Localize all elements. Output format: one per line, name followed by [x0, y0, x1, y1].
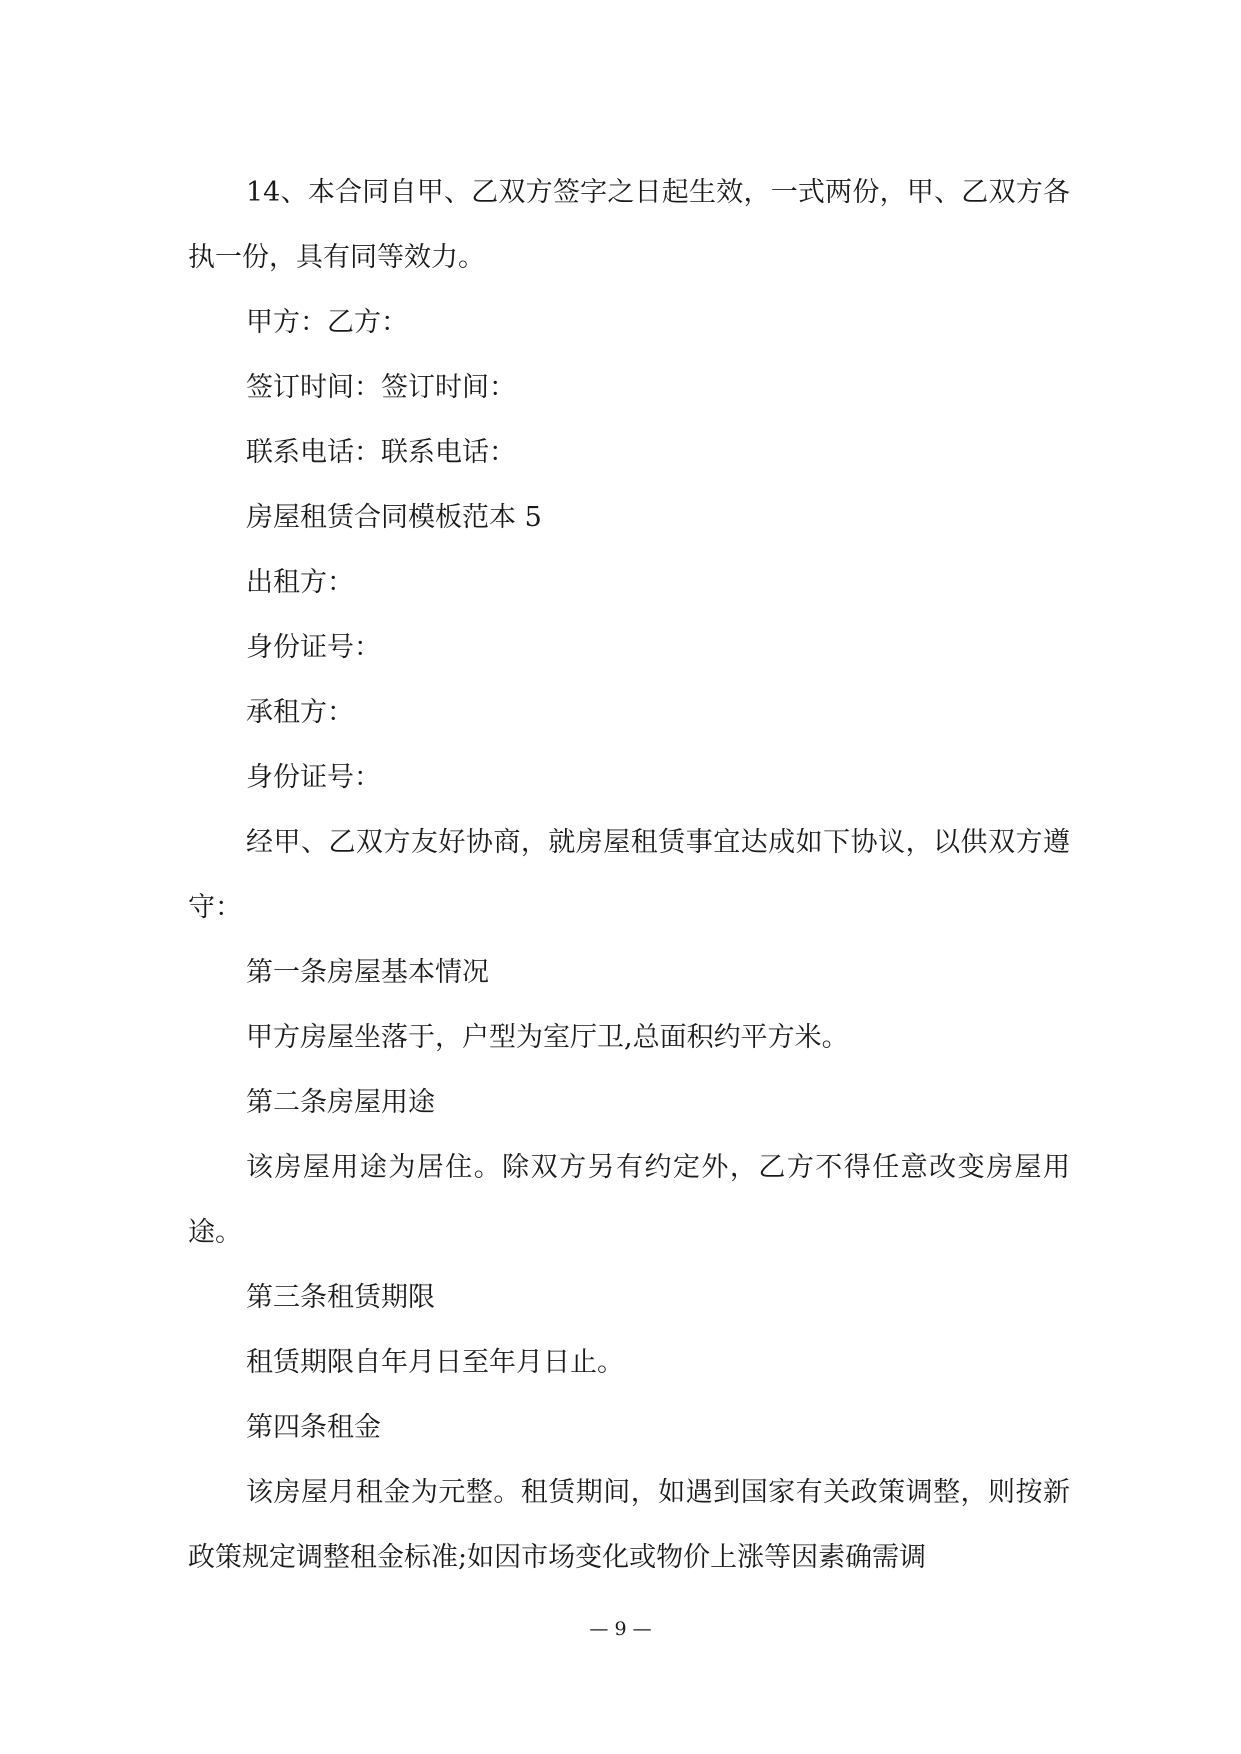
page-number: — 9 — — [589, 1618, 652, 1640]
section-title-template-5: 房屋租赁合同模板范本 5 — [246, 502, 542, 533]
paragraph-signing-time: 签订时间：签订时间： — [246, 372, 516, 403]
article-3-heading: 第三条租赁期限 — [246, 1282, 435, 1313]
article-3-body: 租赁期限自年月日至年月日止。 — [246, 1347, 624, 1378]
document-body — [188, 160, 1070, 1590]
paragraph-agreement-intro: 经甲、乙双方友好协商，就房屋租赁事宜达成如下协议，以供双方遵守： — [188, 827, 1070, 923]
article-4-heading: 第四条租金 — [246, 1412, 381, 1443]
paragraph-lessee: 承租方： — [246, 697, 354, 728]
paragraph-lessor-id: 身份证号： — [246, 632, 381, 663]
paragraph-effective-clause: 14、本合同自甲、乙双方签字之日起生效，一式两份，甲、乙双方各执一份，具有同等效力。 — [188, 177, 1070, 273]
article-1-heading: 第一条房屋基本情况 — [246, 957, 489, 988]
article-2-heading: 第二条房屋用途 — [246, 1087, 435, 1118]
paragraph-party-signatures: 甲方：乙方： — [246, 307, 408, 338]
article-2-body: 该房屋用途为居住。除双方另有约定外，乙方不得任意改变房屋用途。 — [188, 1152, 1070, 1248]
article-1-body: 甲方房屋坐落于，户型为室厅卫,总面积约平方米。 — [246, 1022, 849, 1053]
paragraph-lessor: 出租方： — [246, 567, 354, 598]
article-4-body: 该房屋月租金为元整。租赁期间，如遇到国家有关政策调整，则按新政策规定调整租金标准;如因市场变化或物价上涨等因素确需调 — [188, 1477, 1070, 1573]
paragraph-lessee-id: 身份证号： — [246, 762, 381, 793]
paragraph-contact-phone: 联系电话：联系电话： — [246, 437, 516, 468]
